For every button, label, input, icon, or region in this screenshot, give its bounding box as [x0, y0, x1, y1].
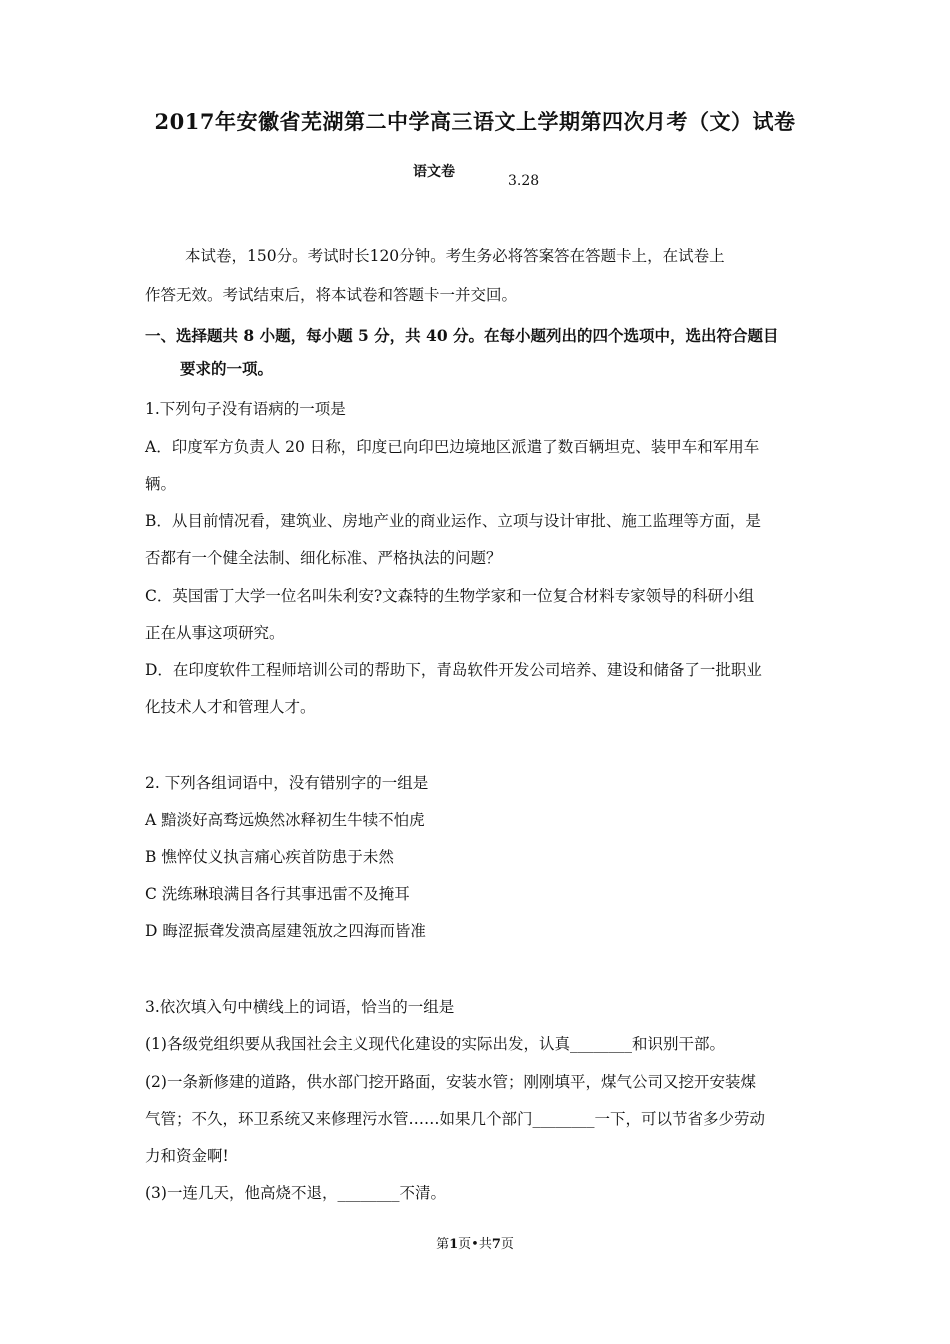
q1-option-a-cont: 辆。 [145, 475, 177, 493]
q1-option-c: C．英国雷丁大学一位名叫朱利安?文森特的生物学家和一位复合材料专家领导的科研小组 [145, 587, 755, 605]
q3-sentence-3: (3)一连几天，他高烧不退，________不清。 [145, 1184, 446, 1202]
intro-line-2: 作答无效。考试结束后，将本试卷和答题卡一并交回。 [145, 286, 518, 304]
q1-option-c-cont: 正在从事这项研究。 [145, 624, 285, 642]
q2-option-b: B 憔悴仗义执言痛心疾首防患于未然 [145, 848, 394, 866]
q3-sentence-2-end: 力和资金啊! [145, 1147, 229, 1165]
q2-option-a: A 黯淡好高骛远焕然冰释初生牛犊不怕虎 [145, 811, 425, 829]
q1-option-d-cont: 化技术人才和管理人才。 [145, 698, 316, 716]
q2-option-d: D 晦涩振聋发溃高屋建瓴放之四海而皆准 [145, 922, 426, 940]
footer-page-number: 1 [449, 1237, 459, 1252]
exam-subtitle: 语文卷 [413, 164, 455, 180]
exam-date: 3.28 [508, 173, 540, 189]
exam-title: 2017年安徽省芜湖第二中学高三语文上学期第四次月考（文）试卷 [154, 109, 796, 134]
footer-middle: 页•共 [458, 1237, 492, 1252]
footer-prefix: 第 [436, 1237, 450, 1252]
q3-sentence-2: (2)一条新修建的道路，供水部门挖开路面，安装水管；刚刚填平，煤气公司又挖开安装煤 [145, 1073, 756, 1091]
q2-option-c: C 洗练琳琅满目各行其事迅雷不及掩耳 [145, 885, 410, 903]
question-1-stem: 1.下列句子没有语病的一项是 [145, 400, 346, 418]
footer-suffix: 页 [500, 1237, 514, 1252]
section-heading: 一、选择题共 8 小题，每小题 5 分，共 40 分。在每小题列出的四个选项中，选出符合题目 [145, 326, 779, 345]
q1-option-b-cont: 否都有一个健全法制、细化标准、严格执法的问题？ [145, 549, 502, 567]
q1-option-a: A．印度军方负责人 20 日称，印度已向印巴边境地区派遣了数百辆坦克、装甲车和军用车 [145, 438, 760, 456]
section-heading-cont: 要求的一项。 [180, 359, 274, 378]
q3-sentence-1: (1)各级党组织要从我国社会主义现代化建设的实际出发，认真________和识别干部。 [145, 1035, 725, 1053]
intro-line-1: 本试卷，150分。考试时长120分钟。考生务必将答案答在答题卡上，在试卷上 [185, 247, 725, 265]
q3-sentence-2-cont: 气管；不久，环卫系统又来修理污水管……如果几个部门________一下，可以节省多少劳动 [145, 1110, 766, 1128]
q1-option-d: D．在印度软件工程师培训公司的帮助下，青岛软件开发公司培养、建设和储备了一批职业 [145, 661, 762, 679]
question-2-stem: 2. 下列各组词语中，没有错别字的一组是 [145, 774, 429, 792]
footer-total-pages: 7 [491, 1237, 501, 1252]
question-3-stem: 3.依次填入句中横线上的词语，恰当的一组是 [145, 998, 455, 1016]
page-footer [0, 1233, 950, 1252]
q1-option-b: B．从目前情况看，建筑业、房地产业的商业运作、立项与设计审批、施工监理等方面，是 [145, 512, 761, 530]
